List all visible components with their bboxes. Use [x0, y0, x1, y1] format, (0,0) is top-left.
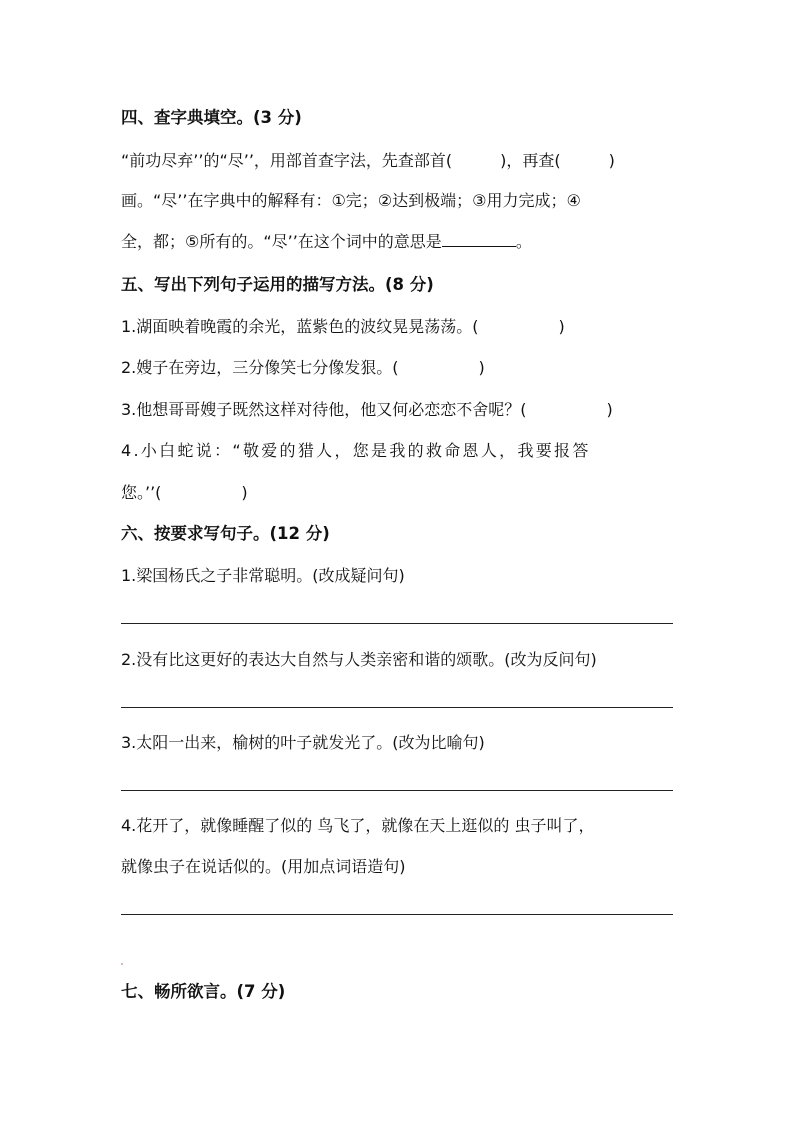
section-6-title: 六、按要求写句子。(12 分) — [121, 524, 330, 543]
section-5-title: 五、写出下列句子运用的描写方法。(8 分) — [121, 275, 434, 294]
section-4-title: 四、查字典填空。(3 分) — [121, 108, 302, 127]
section-5-question-1: 1.湖面映着晚霞的余光，蓝紫色的波纹晃晃荡荡。( ) — [121, 317, 565, 336]
section-5-question-3: 3.他想哥哥嫂子既然这样对待他，他又何必恋恋不舍呢？( ) — [121, 400, 613, 419]
section-4-line-1: “前功尽弃’’的“尽’’，用部首查字法，先查部首( )，再查( ) — [121, 151, 615, 170]
section-4-line-2: 画。“尽’’在字典中的解释有：①完；②达到极端；③用力完成；④ — [121, 191, 581, 210]
fill-in-blank[interactable] — [442, 232, 516, 247]
answer-line-1[interactable] — [121, 623, 673, 624]
section-5-question-4-line-1: 4.小白蛇说：“敬爱的猎人，您是我的救命恩人，我要报答 — [121, 441, 591, 460]
answer-line-2[interactable] — [121, 707, 673, 708]
section-6-question-4-line-2: 就像虫子在说话似的。(用加点词语造句) — [121, 857, 406, 876]
section-6-question-3: 3.太阳一出来，榆树的叶子就发光了。(改为比喻句) — [121, 733, 485, 752]
section-5-question-2: 2.嫂子在旁边，三分像笑七分像发狠。( ) — [121, 358, 485, 377]
stray-mark — [121, 963, 123, 965]
section-5-question-4-line-2: 您。’’( ) — [121, 483, 248, 502]
answer-line-3[interactable] — [121, 790, 673, 791]
section-4-line-3-text: 全，都；⑤所有的。“尽’’在这个词中的意思是 — [121, 232, 442, 251]
section-4-line-3 — [121, 232, 677, 252]
section-4-line-3-end: 。 — [515, 232, 532, 251]
section-6-question-4-line-1: 4.花开了，就像睡醒了似的 鸟飞了，就像在天上逛似的 虫子叫了， — [121, 816, 595, 835]
answer-line-4[interactable] — [121, 914, 673, 915]
section-6-question-2: 2.没有比这更好的表达大自然与人类亲密和谐的颂歌。(改为反问句) — [121, 650, 597, 669]
section-6-question-1: 1.梁国杨氏之子非常聪明。(改成疑问句) — [121, 566, 405, 585]
section-7-title: 七、畅所欲言。(7 分) — [121, 982, 286, 1001]
